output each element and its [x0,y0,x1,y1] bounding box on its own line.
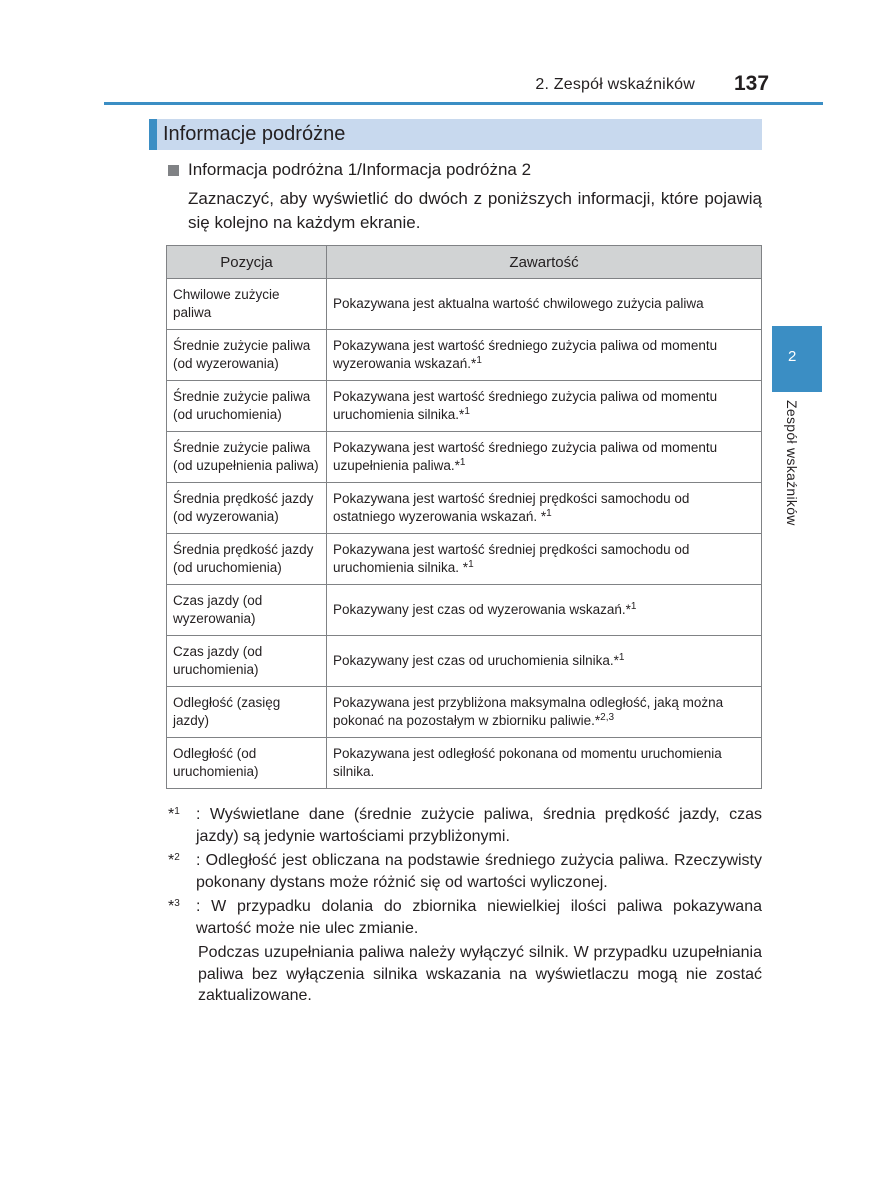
cell-item: Odległość (od uruchomienia) [167,738,327,789]
page-number: 137 [734,72,770,95]
square-bullet-icon [168,165,179,176]
table-row [167,330,762,381]
cell-item: Czas jazdy (od uruchomienia) [167,636,327,687]
footnote-marker: *$^3$ [168,898,180,915]
footnote-reference: 1 [618,652,625,663]
cell-content: Pokazywana jest wartość średniej prędkości samochodu od uruchomienia silnika. *$^1$ [327,534,762,585]
footnote-marker: *$^1$ [168,806,180,823]
table-row [167,585,762,636]
header-rule [104,102,823,105]
table-row [167,483,762,534]
cell-content: Pokazywana jest wartość średniej prędkości samochodu od ostatniego wyzerowania wskazań. *$^1$ [327,483,762,534]
footnote [168,804,762,847]
cell-item: Czas jazdy (od wyzerowania) [167,585,327,636]
footnote-reference: 1 [476,355,482,366]
footnotes [168,804,762,1007]
cell-content: Pokazywana jest wartość średniego zużycia paliwa od momentu uruchomienia silnika.*$^1$ [327,381,762,432]
subsection-heading [168,160,531,180]
column-header-content: Zawartość [327,246,762,279]
footnote-text: : Odległość jest obliczana na podstawie średniego zużycia paliwa. Rzeczywisty pokonany dystans może różnić się od wartości wyliczonej. [196,852,762,891]
cell-item: Średnie zużycie paliwa (od uzupełnienia paliwa) [167,432,327,483]
column-header-item: Pozycja [167,246,327,279]
table-header-row [167,246,762,279]
cell-item: Średnia prędkość jazdy (od wyzerowania) [167,483,327,534]
table-row [167,636,762,687]
footnote [168,850,762,893]
chapter-number: 2 [788,348,797,365]
section-title-bar [149,119,762,150]
intro-paragraph: Zaznaczyć, aby wyświetlić do dwóch z poniższych informacji, które pojawią się kolejno na każdym ekranie. [188,189,762,232]
cell-content: Pokazywany jest czas od wyzerowania wskazań.*$^1$ [327,585,762,636]
cell-item: Średnia prędkość jazdy (od uruchomienia) [167,534,327,585]
cell-content: Pokazywany jest czas od uruchomienia silnika.*$^1$ [327,636,762,687]
footnote-reference: 1 [630,601,637,612]
footnote-reference: 1 [468,559,474,570]
section-title: Informacje podróżne [163,123,346,145]
table-row [167,534,762,585]
table-row [167,687,762,738]
trip-info-table [166,245,762,789]
footnote [168,896,762,939]
cell-item: Chwilowe zużycie paliwa [167,279,327,330]
cell-content: Pokazywana jest wartość średniego zużycia paliwa od momentu uzupełnienia paliwa.*$^1$ [327,432,762,483]
footnote-reference: 2,3 [600,712,615,723]
footnote-continuation: Podczas uzupełniania paliwa należy wyłączyć silnik. W przypadku uzupełniania paliwa bez wyłączenia silnika wskazania na wyświetlaczu mogą nie zostać zaktualizowane. [198,944,762,1004]
table-row [167,738,762,789]
cell-content: Pokazywana jest wartość średniego zużycia paliwa od momentu wyzerowania wskazań.*$^1$ [327,330,762,381]
chapter-side-tab [772,326,822,392]
chapter-side-label: Zespół wskaźników [784,400,800,526]
footnote-marker: *$^2$ [168,852,180,869]
cell-item: Średnie zużycie paliwa (od wyzerowania) [167,330,327,381]
table-row [167,381,762,432]
footnote-reference: 1 [546,508,552,519]
cell-item: Odległość (zasięg jazdy) [167,687,327,738]
subsection-title: Informacja podróżna 1/Informacja podróżna 2 [188,160,532,179]
table-row [167,432,762,483]
footnote-reference: 1 [459,457,466,468]
footnote-reference: 1 [464,406,470,417]
footnote-text: : Wyświetlane dane (średnie zużycie paliwa, średnia prędkość jazdy, czas jazdy) są jedynie wartościami przybliżonymi. [196,806,762,845]
cell-content: Pokazywana jest odległość pokonana od momentu uruchomienia silnika. [327,738,762,789]
table-row [167,279,762,330]
cell-item: Średnie zużycie paliwa (od uruchomienia) [167,381,327,432]
chapter-title: 2. Zespół wskaźników [535,76,695,93]
footnote-text: : W przypadku dolania do zbiornika niewielkiej ilości paliwa pokazywana wartość może nie ulec zmianie. [196,898,762,937]
cell-content: Pokazywana jest przybliżona maksymalna odległość, jaką można pokonać na pozostałym w zbiorniku paliwie.*$^{2,3}$ [327,687,762,738]
cell-content: Pokazywana jest aktualna wartość chwilowego zużycia paliwa [327,279,762,330]
